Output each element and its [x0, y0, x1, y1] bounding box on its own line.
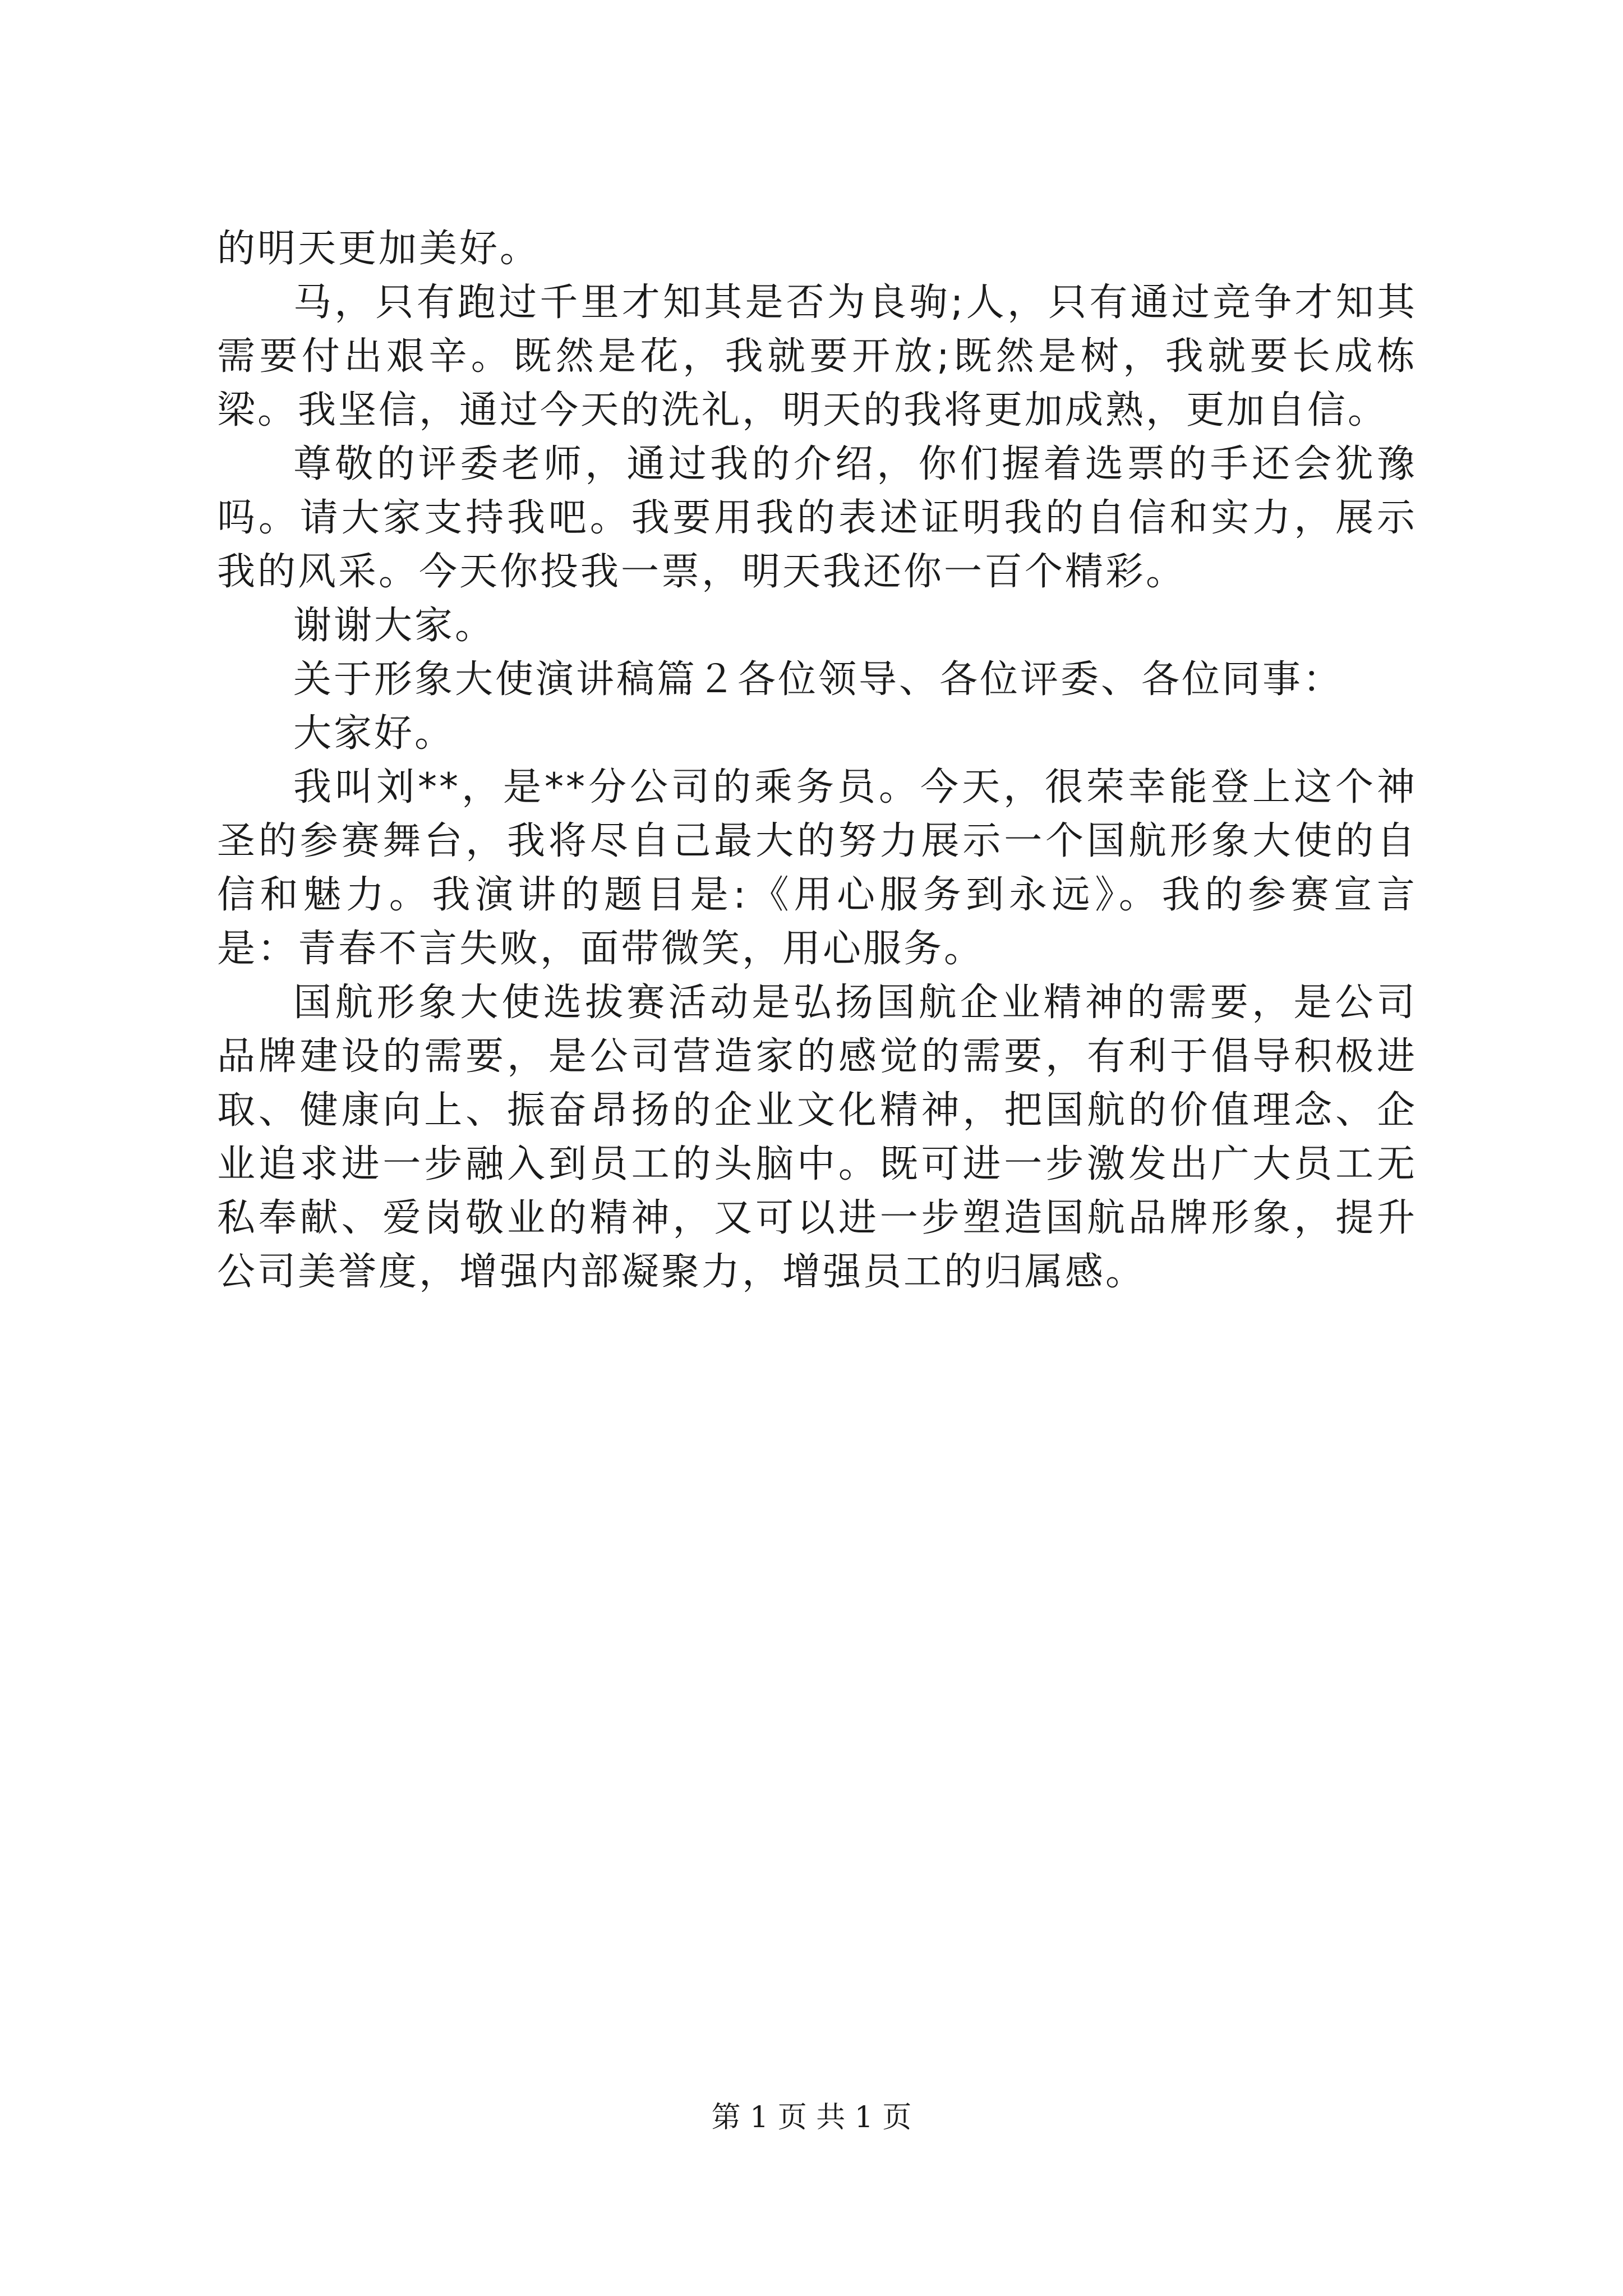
paragraph-greeting: 大家好。 [293, 711, 455, 756]
paragraph-competition: 国航形象大使选拔赛活动是弘扬国航企业精神的需要，是公司品牌建设的需要，是公司营造家的感觉的需要，有利于倡导积极进取、健康向上、振奋昂扬的企业文化精神，把国航的价值理念、企业追求进一步融入到员工的头脑中。既可进一步激发出广大员工无私奉献、爱岗敬业的精神，又可以进一步塑造国航品牌形象，提升公司美誉度，增强内部凝聚力，增强员工的归属感。 [217, 981, 1417, 1294]
paragraph-continuation: 的明天更加美好。 [217, 227, 541, 271]
paragraph-judges: 尊敬的评委老师，通过我的介绍，你们握着选票的手还会犹豫吗。请大家支持我吧。我要用我的表述证明我的自信和实力，展示我的风采。今天你投我一票，明天我还你一百个精彩。 [217, 442, 1417, 594]
paragraph-horse: 马，只有跑过千里才知其是否为良驹;人，只有通过竞争才知其需要付出艰辛。既然是花，我就要开放;既然是树，我就要长成栋梁。我坚信，通过今天的洗礼，明天的我将更加成熟，更加自信。 [217, 280, 1417, 432]
paragraph-speech-2-heading: 关于形象大使演讲稿篇２各位领导、各位评委、各位同事： [293, 657, 1344, 702]
page-number-footer: 第 1 页 共 1 页 [711, 2101, 912, 2134]
paragraph-introduction: 我叫刘**，是**分公司的乘务员。今天，很荣幸能登上这个神圣的参赛舞台，我将尽自己最大的努力展示一个国航形象大使的自信和魅力。我演讲的题目是:《用心服务到永远》。我的参赛宣言是：青春不言失败，面带微笑，用心服务。 [217, 765, 1417, 971]
document-body [217, 222, 1417, 1299]
paragraph-thanks: 谢谢大家。 [293, 604, 496, 648]
